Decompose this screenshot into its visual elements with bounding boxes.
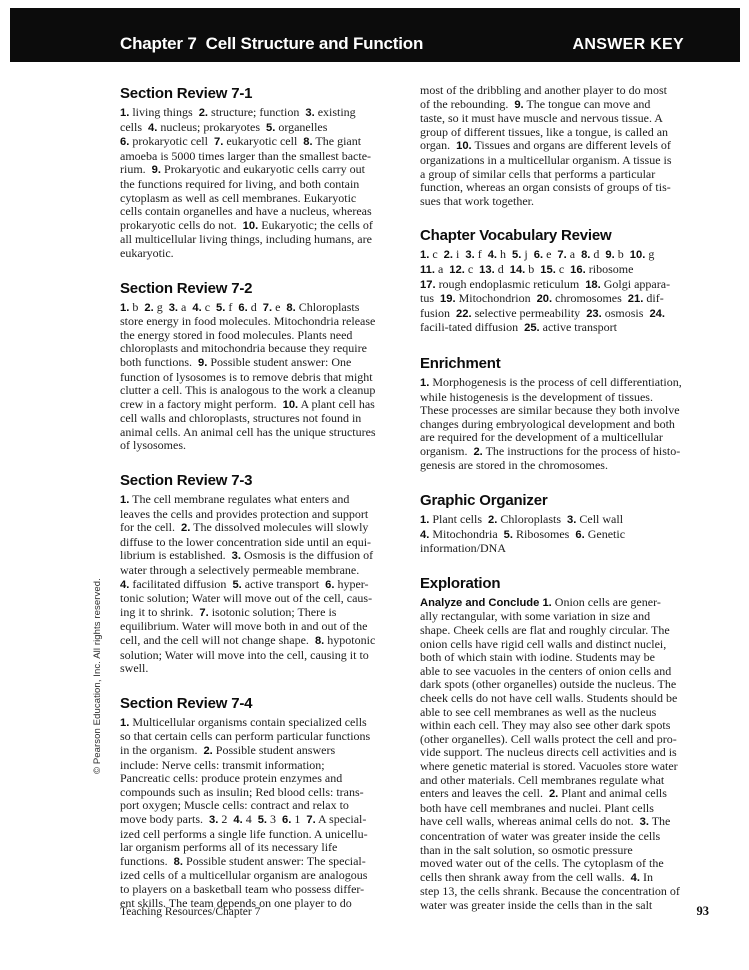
text-line: 11. a 12. c 13. d 14. b 15. c 16. ribosome <box>420 261 634 276</box>
text-line: 4. Mitochondria 5. Ribosomes 6. Genetic <box>420 526 626 541</box>
text-line: 17. rough endoplasmic reticulum 18. Golgi appara- <box>420 276 671 291</box>
text-line: onion cells have rigid cell walls and distinct nuclei, <box>420 636 667 651</box>
text-line: water was greater inside the cells than in the salt <box>420 897 653 912</box>
text-line: tonic solution; Water will move out of the cell, caus- <box>120 591 373 606</box>
text-line: functions. 8. Possible student answer: The special- <box>120 853 366 868</box>
text-line: 1. c 2. i 3. f 4. h 5. j 6. e 7. a 8. d 9. b 10. g <box>420 247 655 262</box>
text-line: of the rebounding. 9. The tongue can move and <box>420 96 651 111</box>
text-line: cells then shrank away from the cell walls. 4. In <box>420 869 653 884</box>
section-review-7-4 <box>120 694 416 910</box>
text-line: of lysosomes. <box>120 438 186 453</box>
text-line: equilibrium. Water will move both in and out of the <box>120 619 368 634</box>
section-heading: Section Review 7-2 <box>120 279 253 297</box>
copyright-notice: © Pearson Education, Inc. All rights reserved. <box>92 578 103 774</box>
enrichment <box>420 354 720 473</box>
text-line: a group of similar cells that performs a particular <box>420 166 656 181</box>
text-line: 1. living things 2. structure; function 3. existing <box>120 105 356 119</box>
text-line: group of different tissues, like a tongue, is called an <box>420 124 669 139</box>
text-line: swell. <box>120 661 149 676</box>
text-line: enters and leaves the cell. 2. Plant and animal cells <box>420 786 667 801</box>
text-line: function of lysosomes is to remove debris that might <box>120 369 373 384</box>
text-line: 4. facilitated diffusion 5. active transport 6. hyper- <box>120 576 369 591</box>
text-line: 6. prokaryotic cell 7. eukaryotic cell 8. The giant <box>120 134 362 149</box>
text-line: function, whereas an organ consists of groups of tis- <box>420 180 671 195</box>
text-line: sues that work together. <box>420 193 534 208</box>
text-line: clutter a cell. This is analogous to the work a cleanup <box>120 383 376 398</box>
text-line: cell walls and chloroplasts, structures not found in <box>120 411 362 426</box>
text-line: Pancreatic cells: produce protein enzymes and <box>120 771 343 786</box>
text-line: 1. Multicellular organisms contain specialized cells <box>120 714 367 729</box>
exploration <box>420 574 720 913</box>
text-line: both functions. 9. Possible student answer: One <box>120 354 352 369</box>
section-heading: Graphic Organizer <box>420 492 548 510</box>
answer-key-label: ANSWER KEY <box>572 36 684 53</box>
text-line: leaves the cells and provides protection and support <box>120 506 369 521</box>
text-line: ent skills. The team depends on one player to do <box>120 895 352 910</box>
right-column <box>420 84 720 931</box>
text-line: 1. b 2. g 3. a 4. c 5. f 6. d 7. e 8. Chloroplasts <box>120 299 360 314</box>
text-line: librium is established. 3. Osmosis is the diffusion of <box>120 548 374 563</box>
text-line: ized cells of a multicellular organism are analogous <box>120 868 368 883</box>
text-line: crew in a factory might perform. 10. A plant cell has <box>120 396 375 411</box>
text-line: cell, and the cell will not change shape. 8. hypotonic <box>120 633 376 647</box>
text-line: have cell walls, whereas animal cells do not. 3. The <box>420 814 671 829</box>
text-line: concentration of water was greater inside the cells <box>420 828 661 843</box>
text-line: dark spots (other organelles) outside the nucleus. The <box>420 677 677 692</box>
text-line: ing it to shrink. 7. isotonic solution; There is <box>120 604 337 619</box>
text-line: the functions required for living, and both contain <box>120 176 360 191</box>
text-line: compounds such as insulin; Red blood cells: trans- <box>120 784 364 799</box>
text-line: shape. Cheek cells are flat and roughly circular. The <box>420 623 670 638</box>
text-line: than in the salt solution, so osmotic pressure <box>420 842 633 857</box>
text-line: organizations in a multicellular organism. A tissue is <box>420 152 672 167</box>
text-line: cells 4. nucleus; prokaryotes 5. organelles <box>120 119 328 134</box>
text-line: step 13, the cells shrank. Because the concentration of <box>420 884 680 899</box>
text-line: cytoplasm as well as cell membranes. Eukaryotic <box>120 190 357 205</box>
section-review-7-3 <box>120 471 416 676</box>
text-line: organ. 10. Tissues and organs are different levels of <box>420 138 671 153</box>
text-line: while histogenesis is the development of tissues. <box>420 389 653 404</box>
text-line: ized cell performs a single life function. A unicellu- <box>120 826 368 841</box>
text-line: cheek cells do not have cell walls. Students should be <box>420 691 678 705</box>
section-heading: Section Review 7-1 <box>120 85 253 102</box>
section-heading: Chapter Vocabulary Review <box>420 227 612 245</box>
text-line: are required for the development of a multicellular <box>420 430 663 445</box>
continued-text <box>420 84 720 208</box>
chapter-header-bar <box>10 8 740 62</box>
section-heading: Section Review 7-3 <box>120 472 253 490</box>
text-line: ally rectangular, with some variation in size and <box>420 609 651 624</box>
text-line: most of the dribbling and another player to do most <box>420 83 667 97</box>
text-line: in the organism. 2. Possible student answers <box>120 742 336 757</box>
text-line: genesis are stored in the chromosomes. <box>420 458 608 473</box>
text-line: chloroplasts and mitochondria because they require <box>120 341 367 356</box>
text-line: include: Nerve cells: transmit information; <box>120 757 325 772</box>
text-line: able to see cell membranes as well as the nucleus <box>420 704 657 719</box>
text-line: (other organelles). Cell walls protect the cell and pro- <box>420 731 677 746</box>
text-line: information/DNA <box>420 541 506 556</box>
text-line: so that certain cells can perform particular functions <box>120 729 371 744</box>
page-number: 93 <box>696 904 709 918</box>
section-review-7-1 <box>120 84 416 261</box>
text-line: amoeba is 5000 times larger than the smallest bacte- <box>120 148 372 163</box>
text-line: able to see vacuoles in the centers of onion cells and <box>420 663 672 678</box>
chapter-vocabulary-review <box>420 226 720 336</box>
text-line: for the cell. 2. The dissolved molecules will slowly <box>120 520 369 535</box>
text-line: changes during embryological development and both <box>420 416 675 431</box>
text-line: to players on a basketball team who possess differ- <box>120 881 365 896</box>
text-line: water through a selectively permeable membrane. <box>120 563 360 578</box>
text-line: diffuse to the lower concentration side until an equi- <box>120 534 372 549</box>
section-heading: Exploration <box>420 574 501 592</box>
graphic-organizer <box>420 491 720 556</box>
section-heading: Enrichment <box>420 354 501 372</box>
text-line: move body parts. 3. 2 4. 4 5. 3 6. 1 7. A special- <box>120 811 367 826</box>
chapter-title: Chapter 7 Cell Structure and Function <box>120 34 424 53</box>
section-review-7-2 <box>120 279 416 454</box>
text-line: both have cell membranes and nuclei. Plant cells <box>420 800 654 815</box>
text-line: the energy stored in food molecules. Plants need <box>120 327 353 342</box>
footer-book-label: Teaching Resources/Chapter 7 <box>120 906 261 918</box>
text-line: vide support. The nucleus directs cell activities and is <box>420 745 677 760</box>
text-line: moved water out of the cells. The cytoplasm of the <box>420 856 664 871</box>
text-line: organism. 2. The instructions for the process of histo- <box>420 443 681 458</box>
text-line: where genetic material is stored. Vacuoles store water <box>420 758 678 773</box>
text-line: port oxygen; Muscle cells: contract and relax to <box>120 798 349 813</box>
text-line: Analyze and Conclude 1. Onion cells are gener- <box>420 594 661 609</box>
text-line: fusion 22. selective permeability 23. osmosis 24. <box>420 305 665 320</box>
text-line: solution; Water will move into the cell, causing it to <box>120 647 369 662</box>
text-line: facili-tated diffusion 25. active transport <box>420 320 617 335</box>
text-line: all multicellular living things, including humans, are <box>120 232 372 247</box>
text-line: prokaryotic cells do not. 10. Eukaryotic; the cells of <box>120 217 373 232</box>
text-line: within each cell. They may also see other dark spots <box>420 718 671 733</box>
text-line: and other materials. Cell membranes regulate what <box>420 772 665 787</box>
text-line: rium. 9. Prokaryotic and eukaryotic cells carry out <box>120 162 365 177</box>
text-line: These processes are similar because they both involve <box>420 403 680 418</box>
text-line: both of which stain with iodine. Students may be <box>420 650 655 665</box>
text-line: lar organism performs all of its necessary life <box>120 840 338 855</box>
text-line: taste, so it must have muscle and nervous tissue. A <box>420 111 663 126</box>
text-line: store energy in food molecules. Mitochondria release <box>120 314 376 329</box>
text-line: 1. The cell membrane regulates what enters and <box>120 492 350 507</box>
text-line: eukaryotic. <box>120 245 174 260</box>
text-line: animal cells. An animal cell has the unique structures <box>120 424 376 439</box>
text-line: tus 19. Mitochondrion 20. chromosomes 21. dif- <box>420 291 664 306</box>
section-heading: Section Review 7-4 <box>120 694 253 712</box>
text-line: cells contain organelles and have a nucleus, whereas <box>120 204 372 219</box>
text-line: 1. Morphogenesis is the process of cell differentiation, <box>420 374 682 389</box>
left-column <box>120 84 416 928</box>
text-line: 1. Plant cells 2. Chloroplasts 3. Cell wall <box>420 512 624 527</box>
